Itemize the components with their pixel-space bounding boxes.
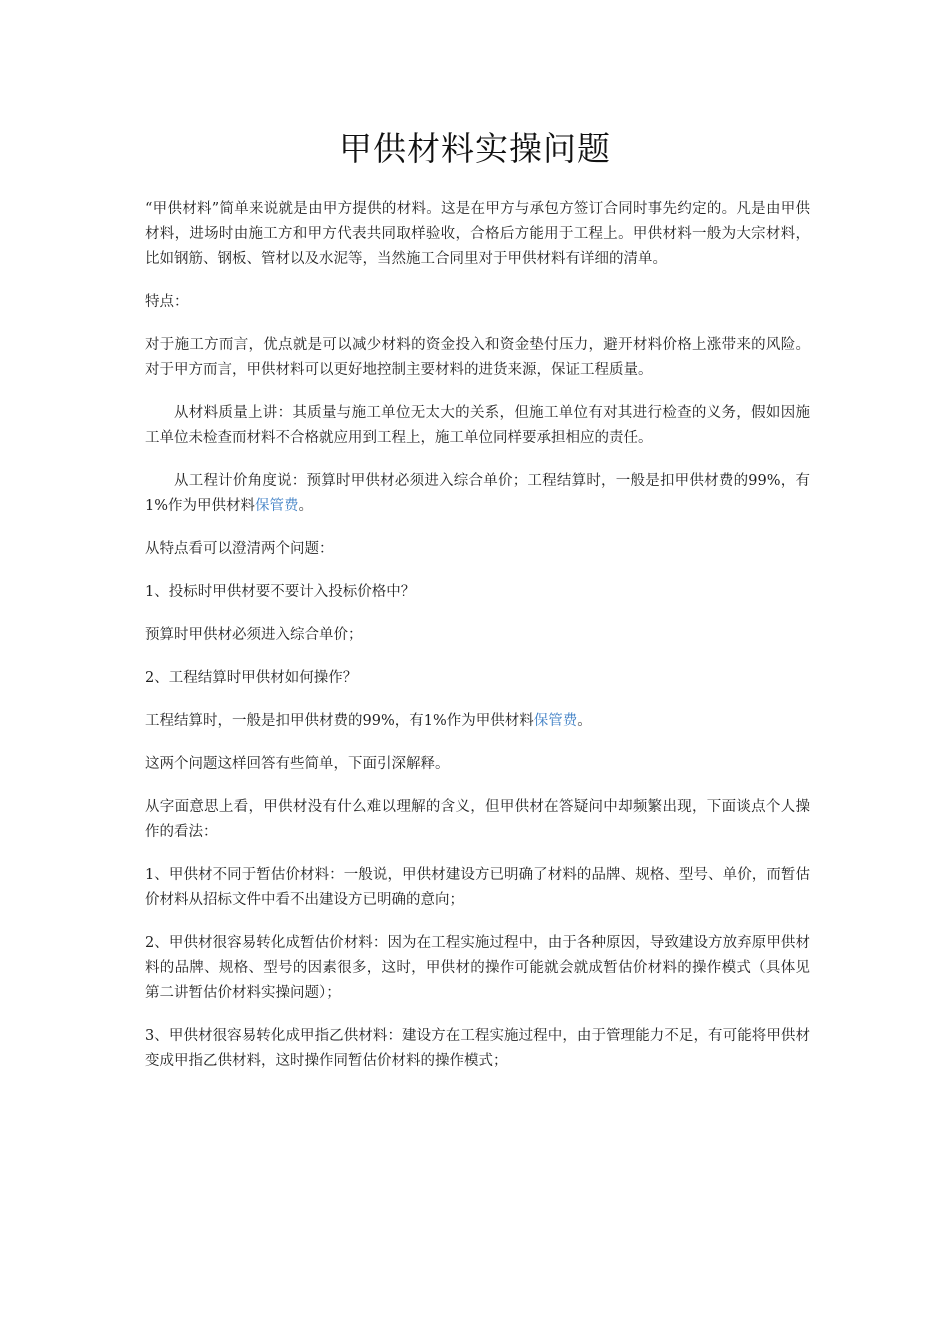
- answer-2: [145, 709, 810, 734]
- answer-2-end: 。: [577, 713, 592, 729]
- document-title: 甲供材料实操问题: [339, 129, 611, 168]
- features-heading: 特点：: [145, 294, 189, 310]
- pricing-paragraph: [145, 469, 810, 519]
- question-2: 2、工程结算时甲供材如何操作？: [145, 670, 358, 686]
- point-1: 1、甲供材不同于暂估价材料：一般说，甲供材建设方已明确了材料的品牌、规格、型号、单价，而暂估价材料从招标文件中看不出建设方已明确的意向；: [145, 867, 810, 908]
- intro-paragraph: “甲供材料”简单来说就是由甲方提供的材料。这是在甲方与承包方签订合同时事先约定的。凡是由甲供材料，进场时由施工方和甲方代表共同取样验收，合格后方能用于工程上。甲供材料一般为大宗材料，比如钢筋、钢板、管材以及水泥等，当然施工合同里对于甲供材料有详细的清单。: [145, 201, 810, 267]
- question-1: 1、投标时甲供材要不要计入投标价格中？: [145, 584, 416, 600]
- answer-1: 预算时甲供材必须进入综合单价；: [145, 627, 363, 643]
- answer-2-text: 工程结算时，一般是扣甲供材费的99%，有1%作为甲供材料: [145, 713, 534, 729]
- storage-fee-link[interactable]: 保管费: [255, 498, 299, 514]
- pricing-end: 。: [298, 498, 314, 514]
- storage-fee-link-2[interactable]: 保管费: [533, 713, 578, 729]
- opinion-paragraph: 从字面意思上看，甲供材没有什么难以理解的含义，但甲供材在答疑问中却频繁出现，下面谈点个人操作的看法：: [145, 799, 810, 840]
- point-3: 3、甲供材很容易转化成甲指乙供材料：建设方在工程实施过程中，由于管理能力不足，有可能将甲供材变成甲指乙供材料，这时操作同暂估价材料的操作模式；: [145, 1028, 810, 1069]
- point-2: 2、甲供材很容易转化成暂估价材料：因为在工程实施过程中，由于各种原因，导致建设方放弃原甲供材料的品牌、规格、型号的因素很多，这时，甲供材的操作可能就会就成暂估价材料的操作模式（具体见第二讲暂估价材料实操问题）；: [145, 935, 810, 1001]
- document-body: [145, 197, 810, 1092]
- pricing-text: 从工程计价角度说：预算时甲供材必须进入综合单价；工程结算时，一般是扣甲供材费的99%，有1%作为甲供材料: [145, 473, 810, 514]
- advantages-paragraph: 对于施工方而言，优点就是可以减少材料的资金投入和资金垫付压力，避开材料价格上涨带来的风险。对于甲方而言，甲供材料可以更好地控制主要材料的进货来源，保证工程质量。: [145, 337, 810, 378]
- explanation-intro: 这两个问题这样回答有些简单，下面引深解释。: [145, 756, 450, 772]
- clarify-paragraph: 从特点看可以澄清两个问题：: [145, 541, 334, 557]
- quality-paragraph: 从材料质量上讲：其质量与施工单位无太大的关系，但施工单位有对其进行检查的义务，假如因施工单位未检查而材料不合格就应用到工程上，施工单位同样要承担相应的责任。: [145, 405, 810, 446]
